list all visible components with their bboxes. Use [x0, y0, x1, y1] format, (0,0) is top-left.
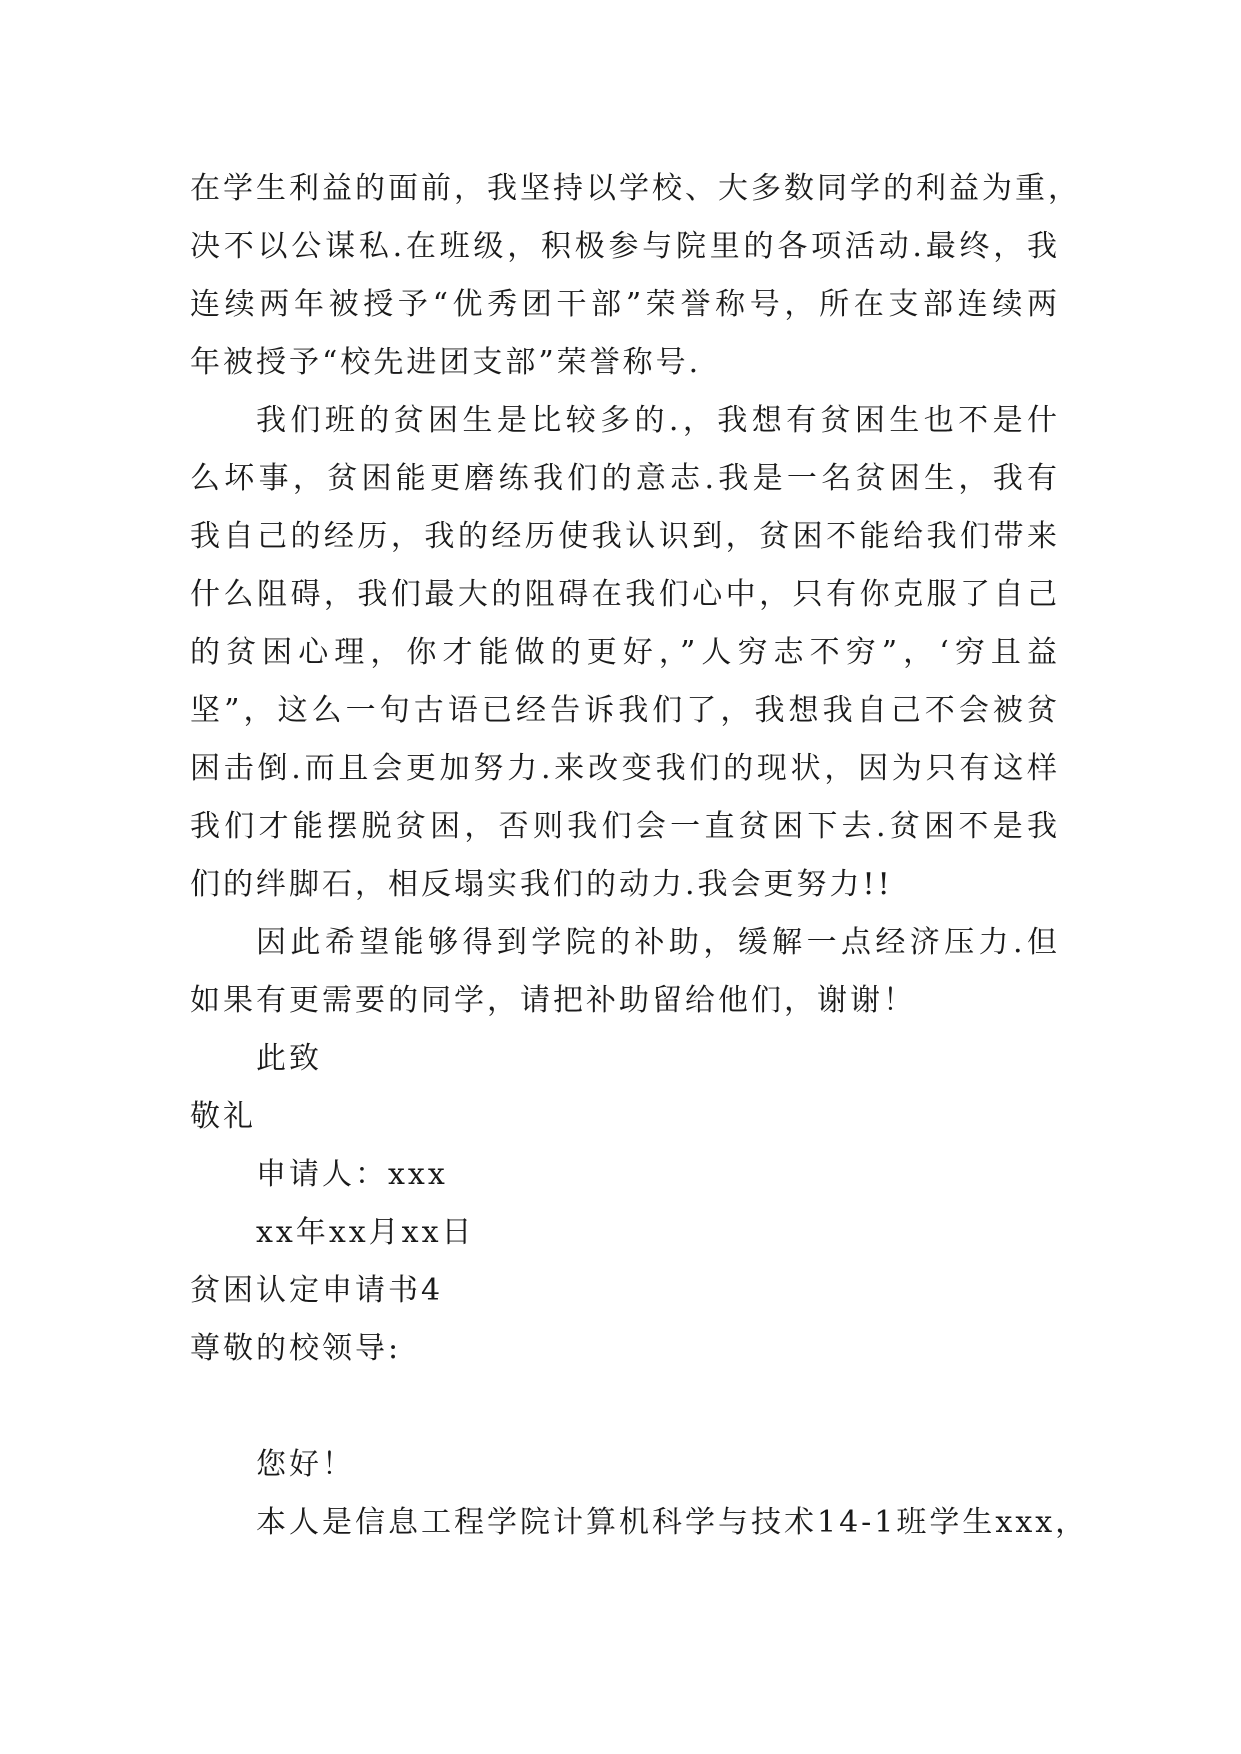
text-line: 坚”，这么一句古语已经告诉我们了，我想我自己不会被贫 — [190, 693, 1060, 728]
text-line: 我们才能摆脱贫困，否则我们会一直贫困下去.贫困不是我 — [190, 809, 1060, 844]
signature-date: xx年xx月xx日 — [256, 1215, 475, 1250]
text-line: 年被授予“校先进团支部”荣誉称号. — [190, 345, 702, 380]
closing-respect: 敬礼 — [190, 1099, 256, 1134]
text-line: 我自己的经历，我的经历使我认识到，贫困不能给我们带来 — [190, 519, 1060, 554]
document-heading: 贫困认定申请书4 — [190, 1273, 444, 1308]
text-line: 的贫困心理，你才能做的更好，”人穷志不穷”，‘穷且益 — [190, 635, 1060, 670]
paragraph-first-line: 因此希望能够得到学院的补助，缓解一点经济压力.但 — [256, 925, 1060, 960]
text-line: 什么阻碍，我们最大的阻碍在我们心中，只有你克服了自己 — [190, 577, 1060, 612]
greeting-recipient: 尊敬的校领导: — [190, 1331, 402, 1366]
paragraph-first-line: 我们班的贫困生是比较多的.，我想有贫困生也不是什 — [256, 403, 1060, 438]
text-line: 如果有更需要的同学，请把补助留给他们，谢谢！ — [190, 983, 916, 1018]
greeting: 您好！ — [256, 1447, 355, 1482]
text-line: 么坏事，贫困能更磨练我们的意志.我是一名贫困生，我有 — [190, 461, 1060, 496]
text-line: 们的绊脚石，相反塌实我们的动力.我会更努力!! — [190, 867, 893, 902]
paragraph-first-line: 本人是信息工程学院计算机科学与技术14-1班学生xxx， — [256, 1505, 1089, 1540]
document-body — [190, 160, 1089, 1552]
blank-line — [190, 1378, 1060, 1436]
text-line: 困击倒.而且会更加努力.来改变我们的现状，因为只有这样 — [190, 751, 1060, 786]
text-line: 决不以公谋私.在班级，积极参与院里的各项活动.最终，我 — [190, 229, 1060, 264]
text-line: 在学生利益的面前，我坚持以学校、大多数同学的利益为重， — [190, 171, 1081, 206]
closing-salutation: 此致 — [256, 1041, 322, 1076]
text-line: 连续两年被授予“优秀团干部”荣誉称号，所在支部连续两 — [190, 287, 1060, 322]
applicant-signature: 申请人：xxx — [256, 1157, 448, 1192]
